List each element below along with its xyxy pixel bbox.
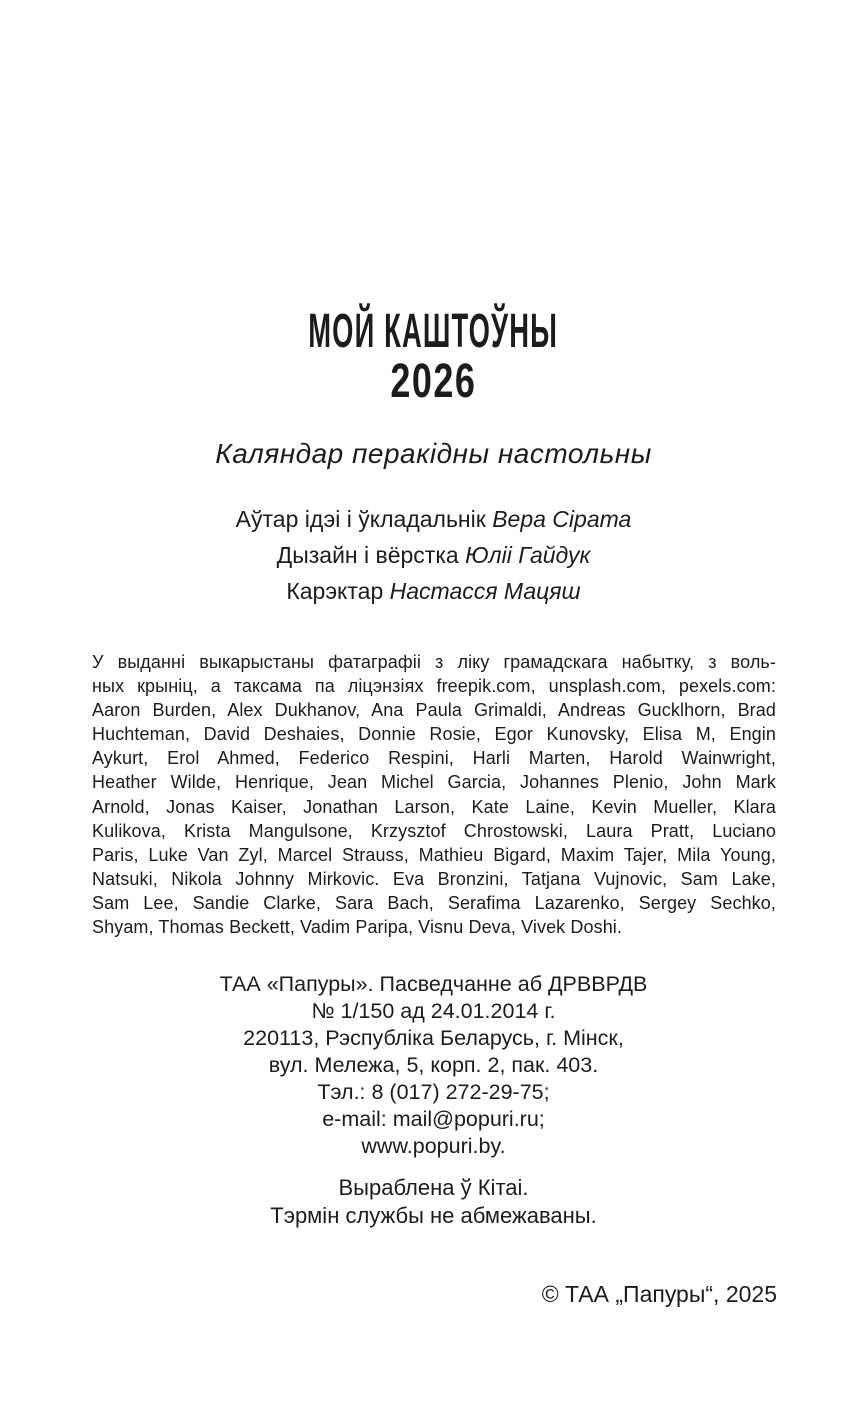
credit-role: Аўтар ідэі і ўкладальнік	[235, 506, 486, 532]
publisher-line: № 1/150 ад 24.01.2014 г.	[311, 999, 556, 1023]
photo-credit-line: У выданні выкарыстаны фатаграфіі з ліку грамадскага набытку, з воль-	[92, 652, 776, 672]
production-line: Выраблена ў Кітаі.	[338, 1175, 529, 1200]
photo-credits-paragraph	[92, 650, 776, 939]
publisher-info	[0, 971, 867, 1160]
photo-credit-line: Aykurt, Erol Ahmed, Federico Respini, Harli Marten, Harold Wainwright,	[92, 748, 776, 769]
publisher-line: 220113, Рэспубліка Беларусь, г. Мінск,	[243, 1026, 624, 1050]
title-year: 2026	[390, 355, 477, 408]
photo-credit-line: Huchteman, David Deshaies, Donnie Rosie, Egor Kunovsky, Elisa M, Engin	[92, 724, 776, 745]
credit-role: Дызайн і вёрстка	[276, 542, 459, 568]
photo-credit-line: Kulikova, Krista Mangulsone, Krzysztof Chrostowski, Laura Pratt, Luciano	[92, 820, 776, 841]
copyright-notice: © ТАА „Папуры“, 2025	[541, 1281, 777, 1307]
production-line: Тэрмін службы не абмежаваны.	[270, 1203, 597, 1228]
photo-credit-line: Natsuki, Nikola Johnny Mirkovic. Eva Bronzini, Tatjana Vujnovic, Sam Lake,	[92, 868, 776, 889]
credit-line-design	[0, 537, 867, 573]
photo-credit-line: Shyam, Thomas Beckett, Vadim Paripa, Visnu Deva, Vivek Doshi.	[92, 917, 623, 938]
page-title: МОЙ КАШТОЎНЫ	[308, 305, 559, 358]
photo-credit-line: ных крыніц, а таксама па ліцэнзіях freepik.com, unsplash.com, pexels.com:	[92, 676, 776, 697]
publisher-phone: Тэл.: 8 (017) 272-29-75;	[317, 1080, 550, 1104]
credit-name: Юліі Гайдук	[465, 542, 591, 568]
photo-credit-line: Heather Wilde, Henrique, Jean Michel Garcia, Johannes Plenio, John Mark	[92, 772, 776, 793]
photo-credit-line: Aaron Burden, Alex Dukhanov, Ana Paula Grimaldi, Andreas Gucklhorn, Brad	[92, 700, 776, 721]
credit-line-corrector	[0, 573, 867, 609]
publisher-line: ТАА «Папуры». Пасведчанне аб ДРВВРДВ	[219, 972, 648, 996]
publisher-line: вул. Мележа, 5, корп. 2, пак. 403.	[268, 1053, 599, 1077]
credit-role: Карэктар	[286, 578, 384, 604]
credit-name: Вера Сірата	[492, 506, 632, 532]
photo-credit-line: Arnold, Jonas Kaiser, Jonathan Larson, Kate Laine, Kevin Mueller, Klara	[92, 796, 776, 817]
subtitle: Каляндар перакідны настольны	[215, 438, 652, 469]
publisher-email: e-mail: mail@popuri.ru;	[322, 1107, 545, 1131]
publisher-website: www.popuri.by.	[361, 1134, 506, 1158]
photo-credit-line: Sam Lee, Sandie Clarke, Sara Bach, Serafima Lazarenko, Sergey Sechko,	[92, 892, 776, 913]
production-note	[0, 1174, 867, 1230]
photo-credit-line: Paris, Luke Van Zyl, Marcel Strauss, Mathieu Bigard, Maxim Tajer, Mila Young,	[92, 844, 776, 865]
credits-block	[0, 501, 867, 609]
credit-name: Настасся Мацяш	[389, 578, 581, 604]
credit-line-author	[0, 501, 867, 537]
title-block	[0, 307, 867, 407]
